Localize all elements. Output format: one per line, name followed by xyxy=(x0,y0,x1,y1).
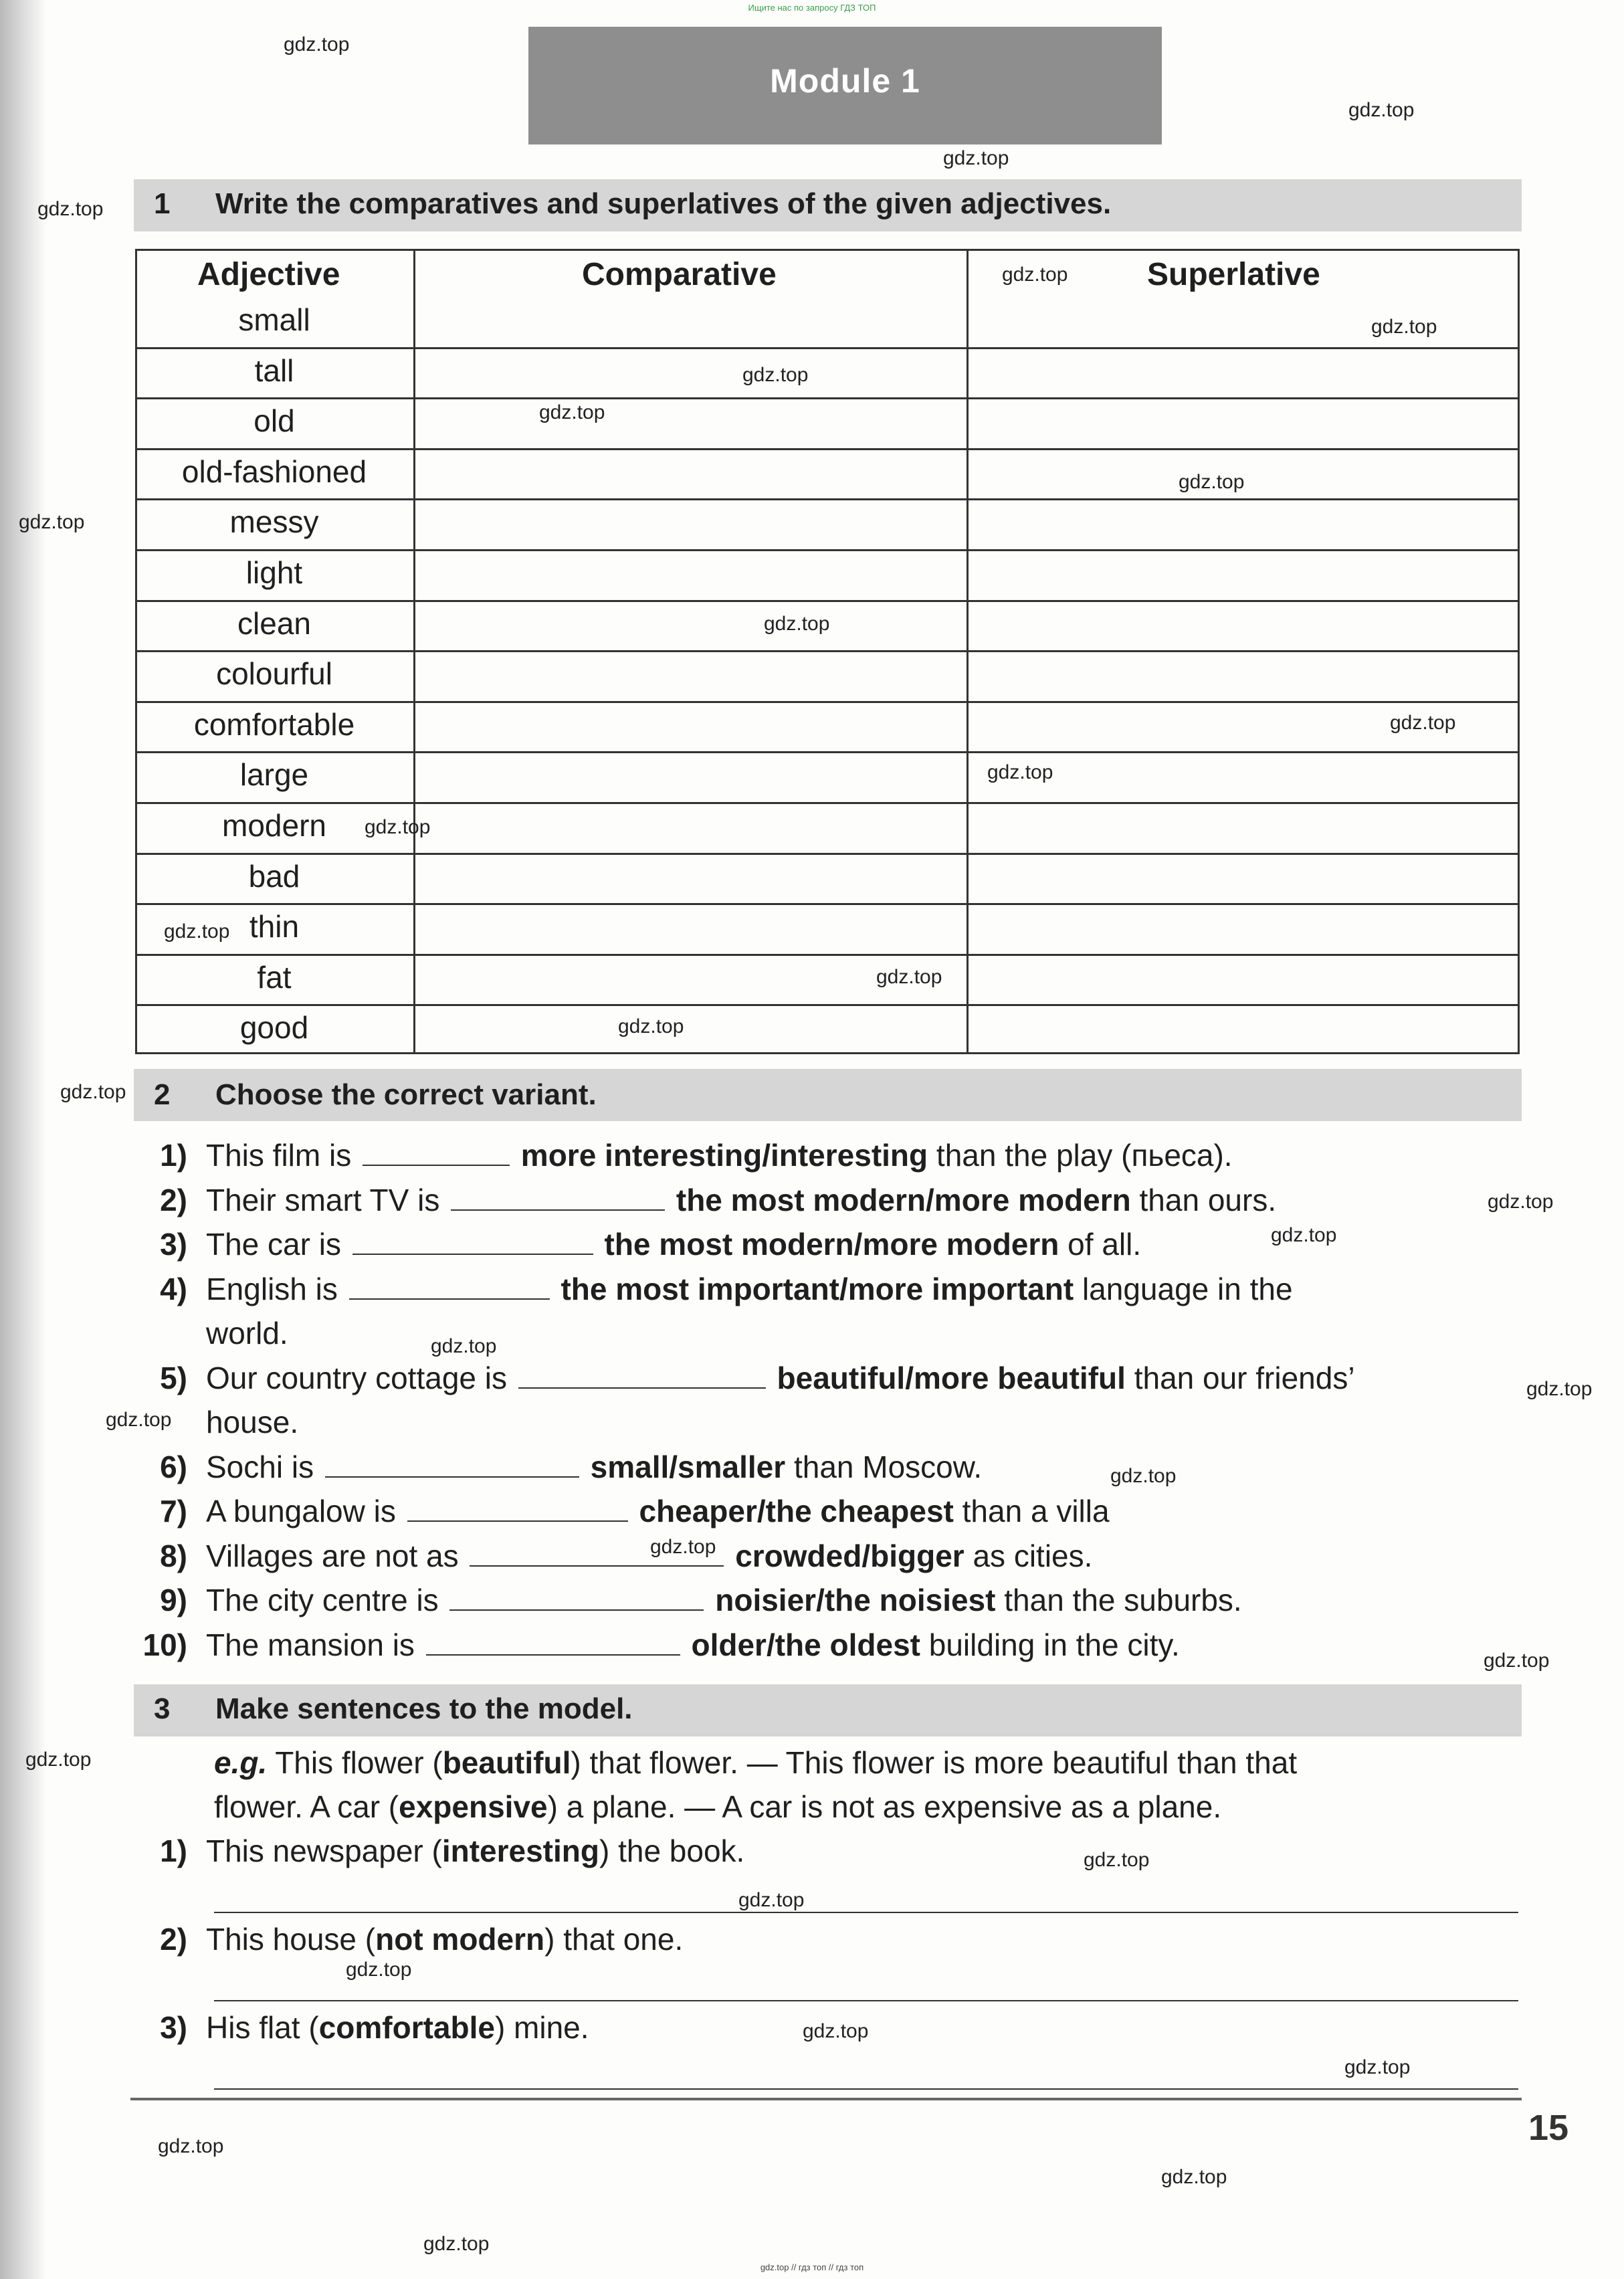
item-number: 7) xyxy=(160,1494,187,1528)
adjective-cell: good xyxy=(239,1010,309,1046)
item-text: than a villa xyxy=(962,1494,1110,1528)
watermark: gdz.top xyxy=(876,966,942,988)
comparative-answer-cell[interactable] xyxy=(417,1006,964,1053)
adjective-cell: fat xyxy=(257,959,292,995)
answer-blank[interactable] xyxy=(426,1627,680,1656)
item-text: of all. xyxy=(1068,1227,1142,1262)
item-text: ) mine. xyxy=(494,2010,589,2045)
table-row-divider xyxy=(137,549,413,551)
item-text: ) the book. xyxy=(599,1834,745,1868)
superlative-answer-cell[interactable] xyxy=(970,905,1517,952)
comparative-answer-cell[interactable] xyxy=(417,450,964,497)
watermark: gdz.top xyxy=(943,147,1009,169)
watermark: gdz.top xyxy=(738,1889,805,1911)
adjective-table xyxy=(135,249,1520,1054)
adjective-cell: colourful xyxy=(216,656,332,692)
watermark: gdz.top xyxy=(1002,264,1068,286)
table-row-divider xyxy=(137,448,413,450)
adjective-cell: old-fashioned xyxy=(181,454,367,489)
item-text: world. xyxy=(206,1316,288,1351)
adjective-cell: messy xyxy=(229,504,319,540)
item-text: His flat ( xyxy=(206,2010,319,2045)
comparative-answer-cell[interactable] xyxy=(417,298,964,345)
item-options: older/the oldest xyxy=(691,1627,920,1662)
watermark: gdz.top xyxy=(158,2135,224,2157)
watermark: gdz.top xyxy=(365,816,431,838)
watermark: gdz.top xyxy=(1371,316,1437,338)
watermark: gdz.top xyxy=(1484,1650,1550,1672)
item-number: 1) xyxy=(160,1138,187,1173)
table-row-divider xyxy=(137,701,413,703)
example-text: ) a plane. — A car is not as expensive as a plane. xyxy=(547,1789,1222,1824)
table-row-divider xyxy=(137,650,413,652)
table-row-divider xyxy=(137,1004,413,1006)
watermark: gdz.top xyxy=(742,364,809,386)
answer-blank[interactable] xyxy=(325,1450,579,1478)
item-number: 2) xyxy=(160,1182,187,1217)
adjective-cell: tall xyxy=(254,353,294,388)
exercise-3-title: Make sentences to the model. xyxy=(215,1692,633,1725)
example-keyword: beautiful xyxy=(442,1745,571,1780)
watermark: gdz.top xyxy=(346,1959,412,1981)
item-text: building in the city. xyxy=(928,1627,1180,1662)
page-number: 15 xyxy=(1528,2108,1569,2148)
watermark: gdz.top xyxy=(1161,2166,1227,2188)
table-row-divider xyxy=(137,600,413,602)
item-options: more interesting/interesting xyxy=(520,1138,928,1173)
item-text: Our country cottage is xyxy=(206,1360,507,1395)
item-number: 10) xyxy=(142,1627,187,1662)
superlative-answer-cell[interactable] xyxy=(970,1006,1517,1053)
superlative-answer-cell[interactable] xyxy=(970,500,1517,547)
answer-blank[interactable] xyxy=(349,1272,550,1300)
item-text: This film is xyxy=(206,1138,352,1173)
table-row-divider xyxy=(137,802,413,804)
item-number: 5) xyxy=(160,1360,187,1395)
watermark: gdz.top xyxy=(650,1536,716,1558)
page-bottom-rule xyxy=(130,2098,1522,2100)
watermark: gdz.top xyxy=(37,198,104,220)
adjective-cell: modern xyxy=(222,808,326,843)
comparative-answer-cell[interactable] xyxy=(417,703,964,750)
answer-blank[interactable] xyxy=(407,1494,628,1522)
example-text: flower. A car ( xyxy=(214,1789,399,1824)
column-header-comparative: Comparative xyxy=(582,257,777,292)
item-number: 1) xyxy=(160,1834,187,1868)
watermark: gdz.top xyxy=(1179,471,1245,493)
item-options: the most modern/more modern xyxy=(604,1227,1059,1262)
item-text: than the suburbs. xyxy=(1004,1583,1242,1617)
table-row-divider xyxy=(137,903,413,905)
item-text: Villages are not as xyxy=(206,1538,459,1573)
watermark: gdz.top xyxy=(1084,1849,1150,1871)
footer-link[interactable]: gdz.top // гдз топ // гдз топ xyxy=(760,2262,864,2272)
top-search-hint[interactable]: Ищите нас по запросу ГДЗ ТОП xyxy=(748,3,876,13)
item-keyword: interesting xyxy=(441,1834,599,1868)
comparative-answer-cell[interactable] xyxy=(417,500,964,547)
superlative-answer-cell[interactable] xyxy=(970,399,1517,446)
item-text: This house ( xyxy=(206,1922,376,1957)
superlative-answer-cell[interactable] xyxy=(970,652,1517,699)
item-text: This newspaper ( xyxy=(206,1834,442,1868)
adjective-cell: clean xyxy=(237,605,311,641)
item-text: than the play (пьеса). xyxy=(936,1138,1233,1173)
answer-blank[interactable] xyxy=(449,1583,704,1611)
answer-line[interactable] xyxy=(214,2088,1518,2090)
watermark: gdz.top xyxy=(1348,99,1415,121)
comparative-answer-cell[interactable] xyxy=(417,602,964,649)
item-keyword: comfortable xyxy=(318,2010,495,2045)
superlative-answer-cell[interactable] xyxy=(970,855,1517,902)
comparative-answer-cell[interactable] xyxy=(417,652,964,699)
example-text: This flower ( xyxy=(275,1745,443,1780)
exercise-2-number: 2 xyxy=(154,1078,171,1111)
comparative-answer-cell[interactable] xyxy=(417,349,964,396)
exercise-1-number: 1 xyxy=(154,187,171,220)
answer-blank[interactable] xyxy=(363,1138,510,1166)
adjective-cell: comfortable xyxy=(193,706,355,742)
exercise-3-number: 3 xyxy=(154,1692,171,1725)
adjective-cell: thin xyxy=(249,909,300,945)
item-number: 3) xyxy=(160,2010,187,2045)
item-text: Sochi is xyxy=(206,1449,314,1484)
item-text: The mansion is xyxy=(206,1627,415,1662)
watermark: gdz.top xyxy=(1344,2056,1411,2078)
item-number: 6) xyxy=(160,1449,187,1484)
table-row-divider xyxy=(137,853,413,855)
item-options: the most important/more important xyxy=(561,1271,1074,1306)
watermark: gdz.top xyxy=(1271,1224,1337,1246)
item-number: 2) xyxy=(160,1922,187,1957)
superlative-answer-cell[interactable] xyxy=(970,956,1517,1003)
exercise-2-title: Choose the correct variant. xyxy=(215,1078,597,1111)
answer-line[interactable] xyxy=(214,2000,1518,2001)
table-row-divider xyxy=(137,954,413,956)
watermark: gdz.top xyxy=(1488,1191,1554,1213)
item-text: language in the xyxy=(1082,1271,1293,1306)
item-number: 3) xyxy=(160,1227,187,1262)
watermark: gdz.top xyxy=(1526,1378,1593,1400)
comparative-answer-cell[interactable] xyxy=(417,905,964,952)
item-text: house. xyxy=(206,1405,299,1440)
page-binding-shadow xyxy=(0,0,47,2279)
watermark: gdz.top xyxy=(987,761,1053,783)
answer-blank[interactable] xyxy=(518,1361,766,1389)
item-text: The city centre is xyxy=(206,1583,439,1617)
item-options: crowded/bigger xyxy=(735,1538,965,1573)
superlative-answer-cell[interactable] xyxy=(970,804,1517,851)
table-row-divider xyxy=(137,751,413,753)
item-number: 9) xyxy=(160,1583,187,1617)
item-keyword: not modern xyxy=(375,1922,545,1957)
item-text: than our friends’ xyxy=(1134,1360,1355,1395)
adjective-cell: bad xyxy=(248,858,300,894)
example-label: e.g. xyxy=(214,1745,268,1780)
adjective-cell: large xyxy=(239,757,309,793)
answer-blank[interactable] xyxy=(352,1227,593,1255)
table-row-divider xyxy=(137,347,413,349)
watermark: gdz.top xyxy=(423,2233,490,2255)
comparative-answer-cell[interactable] xyxy=(417,399,964,446)
exercise-1-title: Write the comparatives and superlatives of the given adjectives. xyxy=(215,187,1112,220)
watermark: gdz.top xyxy=(803,2020,869,2042)
watermark: gdz.top xyxy=(1390,712,1456,734)
comparative-answer-cell[interactable] xyxy=(417,551,964,598)
item-text: Their smart TV is xyxy=(206,1182,440,1217)
watermark: gdz.top xyxy=(284,33,350,56)
example-text: ) that flower. — This flower is more beautiful than that xyxy=(571,1745,1298,1780)
item-options: the most modern/more modern xyxy=(676,1182,1131,1217)
example-keyword: expensive xyxy=(399,1789,548,1824)
adjective-cell: small xyxy=(238,302,310,337)
table-row-divider xyxy=(137,397,413,399)
comparative-answer-cell[interactable] xyxy=(417,855,964,902)
watermark: gdz.top xyxy=(539,401,605,423)
item-options: small/smaller xyxy=(590,1449,786,1484)
item-options: beautiful/more beautiful xyxy=(777,1360,1126,1395)
item-options: noisier/the noisiest xyxy=(715,1583,996,1617)
item-number: 8) xyxy=(160,1538,187,1573)
item-number: 4) xyxy=(160,1271,187,1306)
watermark: gdz.top xyxy=(618,1015,684,1037)
table-row-divider xyxy=(137,498,413,500)
comparative-answer-cell[interactable] xyxy=(417,804,964,851)
column-header-adjective: Adjective xyxy=(197,257,340,292)
item-text: The car is xyxy=(206,1227,341,1262)
item-text: than ours. xyxy=(1139,1182,1277,1217)
comparative-answer-cell[interactable] xyxy=(417,753,964,800)
item-text: as cities. xyxy=(973,1538,1093,1573)
module-title: Module 1 xyxy=(770,62,920,100)
watermark: gdz.top xyxy=(764,613,830,635)
item-text: English is xyxy=(206,1271,338,1306)
watermark: gdz.top xyxy=(106,1409,172,1431)
superlative-answer-cell[interactable] xyxy=(970,551,1517,598)
item-text: A bungalow is xyxy=(206,1494,396,1528)
item-text: than Moscow. xyxy=(793,1449,983,1484)
answer-line[interactable] xyxy=(214,1912,1518,1913)
adjective-cell: old xyxy=(253,403,295,439)
item-text: ) that one. xyxy=(544,1922,684,1957)
superlative-answer-cell[interactable] xyxy=(970,349,1517,396)
item-options: cheaper/the cheapest xyxy=(639,1494,954,1528)
superlative-answer-cell[interactable] xyxy=(970,602,1517,649)
answer-blank[interactable] xyxy=(451,1183,665,1211)
watermark: gdz.top xyxy=(19,511,85,533)
watermark: gdz.top xyxy=(25,1749,92,1771)
watermark: gdz.top xyxy=(164,920,230,943)
column-header-superlative: Superlative xyxy=(1147,257,1320,292)
adjective-cell: light xyxy=(245,555,303,590)
watermark: gdz.top xyxy=(1110,1465,1177,1487)
watermark: gdz.top xyxy=(431,1335,497,1357)
watermark: gdz.top xyxy=(60,1081,126,1103)
